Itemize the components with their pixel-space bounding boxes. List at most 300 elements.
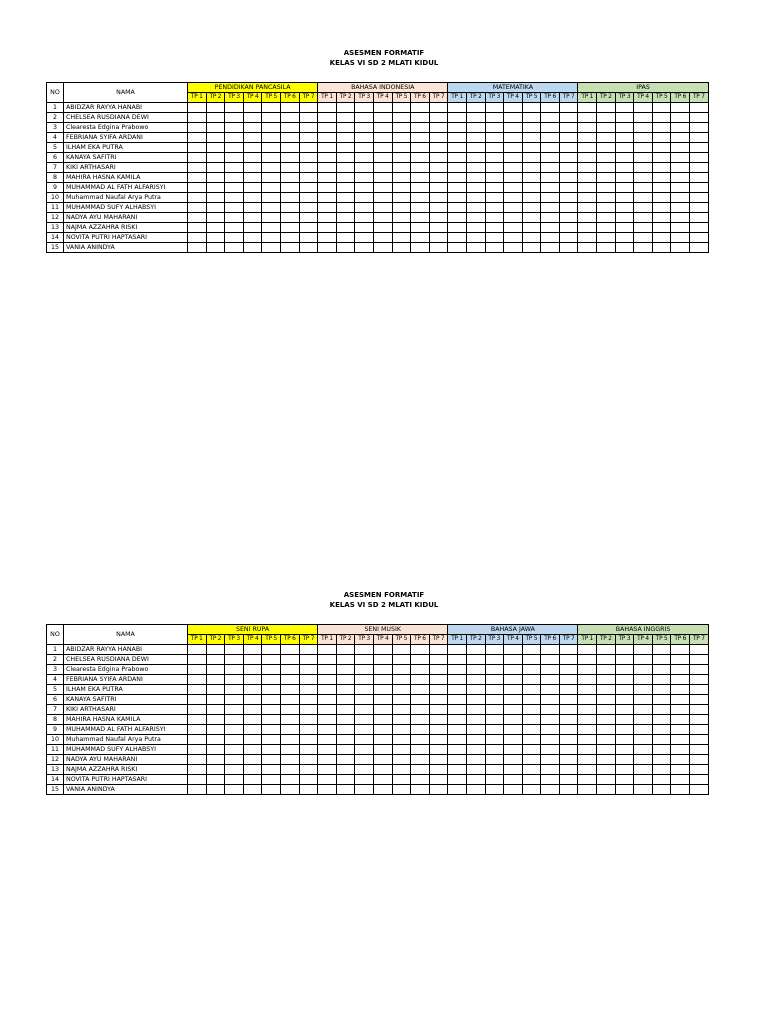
score-cell[interactable] bbox=[448, 173, 467, 183]
score-cell[interactable] bbox=[522, 695, 541, 705]
score-cell[interactable] bbox=[578, 133, 597, 143]
score-cell[interactable] bbox=[243, 203, 262, 213]
score-cell[interactable] bbox=[336, 655, 355, 665]
score-cell[interactable] bbox=[597, 153, 616, 163]
score-cell[interactable] bbox=[280, 103, 299, 113]
score-cell[interactable] bbox=[318, 705, 337, 715]
score-cell[interactable] bbox=[634, 695, 653, 705]
score-cell[interactable] bbox=[280, 143, 299, 153]
score-cell[interactable] bbox=[206, 775, 225, 785]
score-cell[interactable] bbox=[671, 755, 690, 765]
score-cell[interactable] bbox=[615, 705, 634, 715]
score-cell[interactable] bbox=[652, 223, 671, 233]
score-cell[interactable] bbox=[597, 785, 616, 795]
score-cell[interactable] bbox=[671, 765, 690, 775]
score-cell[interactable] bbox=[671, 233, 690, 243]
score-cell[interactable] bbox=[188, 183, 207, 193]
score-cell[interactable] bbox=[597, 755, 616, 765]
score-cell[interactable] bbox=[541, 233, 560, 243]
score-cell[interactable] bbox=[243, 695, 262, 705]
score-cell[interactable] bbox=[634, 665, 653, 675]
score-cell[interactable] bbox=[541, 735, 560, 745]
score-cell[interactable] bbox=[466, 223, 485, 233]
score-cell[interactable] bbox=[243, 123, 262, 133]
score-cell[interactable] bbox=[318, 785, 337, 795]
score-cell[interactable] bbox=[355, 233, 374, 243]
score-cell[interactable] bbox=[559, 785, 578, 795]
score-cell[interactable] bbox=[299, 173, 318, 183]
score-cell[interactable] bbox=[597, 143, 616, 153]
score-cell[interactable] bbox=[522, 715, 541, 725]
score-cell[interactable] bbox=[392, 143, 411, 153]
score-cell[interactable] bbox=[243, 745, 262, 755]
score-cell[interactable] bbox=[299, 213, 318, 223]
score-cell[interactable] bbox=[448, 103, 467, 113]
score-cell[interactable] bbox=[355, 705, 374, 715]
score-cell[interactable] bbox=[336, 665, 355, 675]
score-cell[interactable] bbox=[466, 665, 485, 675]
score-cell[interactable] bbox=[448, 213, 467, 223]
score-cell[interactable] bbox=[243, 103, 262, 113]
score-cell[interactable] bbox=[448, 163, 467, 173]
score-cell[interactable] bbox=[448, 143, 467, 153]
score-cell[interactable] bbox=[225, 745, 244, 755]
score-cell[interactable] bbox=[485, 765, 504, 775]
score-cell[interactable] bbox=[485, 123, 504, 133]
score-cell[interactable] bbox=[355, 695, 374, 705]
score-cell[interactable] bbox=[429, 173, 448, 183]
score-cell[interactable] bbox=[466, 123, 485, 133]
score-cell[interactable] bbox=[411, 695, 430, 705]
score-cell[interactable] bbox=[504, 705, 523, 715]
score-cell[interactable] bbox=[355, 213, 374, 223]
score-cell[interactable] bbox=[262, 715, 281, 725]
score-cell[interactable] bbox=[634, 223, 653, 233]
score-cell[interactable] bbox=[429, 163, 448, 173]
score-cell[interactable] bbox=[652, 715, 671, 725]
score-cell[interactable] bbox=[318, 113, 337, 123]
score-cell[interactable] bbox=[355, 755, 374, 765]
score-cell[interactable] bbox=[243, 765, 262, 775]
score-cell[interactable] bbox=[243, 173, 262, 183]
score-cell[interactable] bbox=[392, 113, 411, 123]
score-cell[interactable] bbox=[541, 675, 560, 685]
score-cell[interactable] bbox=[504, 695, 523, 705]
score-cell[interactable] bbox=[559, 203, 578, 213]
score-cell[interactable] bbox=[355, 765, 374, 775]
score-cell[interactable] bbox=[597, 213, 616, 223]
score-cell[interactable] bbox=[336, 243, 355, 253]
score-cell[interactable] bbox=[522, 785, 541, 795]
score-cell[interactable] bbox=[448, 755, 467, 765]
score-cell[interactable] bbox=[373, 735, 392, 745]
score-cell[interactable] bbox=[355, 675, 374, 685]
score-cell[interactable] bbox=[559, 775, 578, 785]
score-cell[interactable] bbox=[318, 243, 337, 253]
score-cell[interactable] bbox=[541, 193, 560, 203]
score-cell[interactable] bbox=[336, 735, 355, 745]
score-cell[interactable] bbox=[615, 695, 634, 705]
score-cell[interactable] bbox=[429, 113, 448, 123]
score-cell[interactable] bbox=[392, 665, 411, 675]
score-cell[interactable] bbox=[225, 755, 244, 765]
score-cell[interactable] bbox=[280, 715, 299, 725]
score-cell[interactable] bbox=[243, 675, 262, 685]
score-cell[interactable] bbox=[671, 785, 690, 795]
score-cell[interactable] bbox=[411, 725, 430, 735]
score-cell[interactable] bbox=[466, 765, 485, 775]
score-cell[interactable] bbox=[206, 183, 225, 193]
score-cell[interactable] bbox=[652, 243, 671, 253]
score-cell[interactable] bbox=[690, 223, 709, 233]
score-cell[interactable] bbox=[652, 153, 671, 163]
score-cell[interactable] bbox=[597, 173, 616, 183]
score-cell[interactable] bbox=[429, 655, 448, 665]
score-cell[interactable] bbox=[299, 775, 318, 785]
score-cell[interactable] bbox=[541, 103, 560, 113]
score-cell[interactable] bbox=[262, 173, 281, 183]
score-cell[interactable] bbox=[206, 665, 225, 675]
score-cell[interactable] bbox=[280, 705, 299, 715]
score-cell[interactable] bbox=[615, 785, 634, 795]
score-cell[interactable] bbox=[299, 675, 318, 685]
score-cell[interactable] bbox=[541, 213, 560, 223]
score-cell[interactable] bbox=[690, 775, 709, 785]
score-cell[interactable] bbox=[262, 203, 281, 213]
score-cell[interactable] bbox=[355, 223, 374, 233]
score-cell[interactable] bbox=[504, 153, 523, 163]
score-cell[interactable] bbox=[411, 193, 430, 203]
score-cell[interactable] bbox=[411, 745, 430, 755]
score-cell[interactable] bbox=[373, 765, 392, 775]
score-cell[interactable] bbox=[522, 665, 541, 675]
score-cell[interactable] bbox=[652, 655, 671, 665]
score-cell[interactable] bbox=[522, 233, 541, 243]
score-cell[interactable] bbox=[690, 715, 709, 725]
score-cell[interactable] bbox=[615, 213, 634, 223]
score-cell[interactable] bbox=[541, 183, 560, 193]
score-cell[interactable] bbox=[411, 153, 430, 163]
score-cell[interactable] bbox=[652, 785, 671, 795]
score-cell[interactable] bbox=[243, 133, 262, 143]
score-cell[interactable] bbox=[355, 203, 374, 213]
score-cell[interactable] bbox=[225, 123, 244, 133]
score-cell[interactable] bbox=[336, 213, 355, 223]
score-cell[interactable] bbox=[671, 173, 690, 183]
score-cell[interactable] bbox=[373, 113, 392, 123]
score-cell[interactable] bbox=[578, 695, 597, 705]
score-cell[interactable] bbox=[206, 123, 225, 133]
score-cell[interactable] bbox=[299, 123, 318, 133]
score-cell[interactable] bbox=[262, 775, 281, 785]
score-cell[interactable] bbox=[597, 203, 616, 213]
score-cell[interactable] bbox=[336, 233, 355, 243]
score-cell[interactable] bbox=[299, 133, 318, 143]
score-cell[interactable] bbox=[466, 113, 485, 123]
score-cell[interactable] bbox=[522, 163, 541, 173]
score-cell[interactable] bbox=[504, 745, 523, 755]
score-cell[interactable] bbox=[504, 665, 523, 675]
score-cell[interactable] bbox=[578, 655, 597, 665]
score-cell[interactable] bbox=[634, 153, 653, 163]
score-cell[interactable] bbox=[318, 223, 337, 233]
score-cell[interactable] bbox=[336, 173, 355, 183]
score-cell[interactable] bbox=[522, 725, 541, 735]
score-cell[interactable] bbox=[485, 665, 504, 675]
score-cell[interactable] bbox=[318, 775, 337, 785]
score-cell[interactable] bbox=[504, 223, 523, 233]
score-cell[interactable] bbox=[559, 103, 578, 113]
score-cell[interactable] bbox=[411, 213, 430, 223]
score-cell[interactable] bbox=[448, 243, 467, 253]
score-cell[interactable] bbox=[690, 675, 709, 685]
score-cell[interactable] bbox=[485, 163, 504, 173]
score-cell[interactable] bbox=[504, 143, 523, 153]
score-cell[interactable] bbox=[392, 755, 411, 765]
score-cell[interactable] bbox=[392, 103, 411, 113]
score-cell[interactable] bbox=[392, 695, 411, 705]
score-cell[interactable] bbox=[373, 665, 392, 675]
score-cell[interactable] bbox=[188, 163, 207, 173]
score-cell[interactable] bbox=[206, 695, 225, 705]
score-cell[interactable] bbox=[615, 193, 634, 203]
score-cell[interactable] bbox=[262, 735, 281, 745]
score-cell[interactable] bbox=[578, 705, 597, 715]
score-cell[interactable] bbox=[299, 203, 318, 213]
score-cell[interactable] bbox=[225, 173, 244, 183]
score-cell[interactable] bbox=[690, 203, 709, 213]
score-cell[interactable] bbox=[188, 655, 207, 665]
score-cell[interactable] bbox=[392, 745, 411, 755]
score-cell[interactable] bbox=[429, 665, 448, 675]
score-cell[interactable] bbox=[448, 223, 467, 233]
score-cell[interactable] bbox=[243, 655, 262, 665]
score-cell[interactable] bbox=[262, 695, 281, 705]
score-cell[interactable] bbox=[690, 745, 709, 755]
score-cell[interactable] bbox=[262, 163, 281, 173]
score-cell[interactable] bbox=[243, 755, 262, 765]
score-cell[interactable] bbox=[522, 755, 541, 765]
score-cell[interactable] bbox=[392, 765, 411, 775]
score-cell[interactable] bbox=[225, 785, 244, 795]
score-cell[interactable] bbox=[225, 163, 244, 173]
score-cell[interactable] bbox=[188, 143, 207, 153]
score-cell[interactable] bbox=[318, 213, 337, 223]
score-cell[interactable] bbox=[336, 755, 355, 765]
score-cell[interactable] bbox=[634, 233, 653, 243]
score-cell[interactable] bbox=[578, 735, 597, 745]
score-cell[interactable] bbox=[243, 223, 262, 233]
score-cell[interactable] bbox=[522, 153, 541, 163]
score-cell[interactable] bbox=[541, 655, 560, 665]
score-cell[interactable] bbox=[615, 133, 634, 143]
score-cell[interactable] bbox=[188, 665, 207, 675]
score-cell[interactable] bbox=[615, 233, 634, 243]
score-cell[interactable] bbox=[652, 675, 671, 685]
score-cell[interactable] bbox=[262, 755, 281, 765]
score-cell[interactable] bbox=[243, 785, 262, 795]
score-cell[interactable] bbox=[392, 705, 411, 715]
score-cell[interactable] bbox=[280, 665, 299, 675]
score-cell[interactable] bbox=[373, 745, 392, 755]
score-cell[interactable] bbox=[671, 725, 690, 735]
score-cell[interactable] bbox=[280, 163, 299, 173]
score-cell[interactable] bbox=[299, 665, 318, 675]
score-cell[interactable] bbox=[671, 665, 690, 675]
score-cell[interactable] bbox=[559, 223, 578, 233]
score-cell[interactable] bbox=[411, 645, 430, 655]
score-cell[interactable] bbox=[466, 233, 485, 243]
score-cell[interactable] bbox=[541, 113, 560, 123]
score-cell[interactable] bbox=[448, 765, 467, 775]
score-cell[interactable] bbox=[429, 745, 448, 755]
score-cell[interactable] bbox=[541, 243, 560, 253]
score-cell[interactable] bbox=[299, 193, 318, 203]
score-cell[interactable] bbox=[615, 183, 634, 193]
score-cell[interactable] bbox=[578, 103, 597, 113]
score-cell[interactable] bbox=[299, 655, 318, 665]
score-cell[interactable] bbox=[411, 133, 430, 143]
score-cell[interactable] bbox=[392, 645, 411, 655]
score-cell[interactable] bbox=[448, 665, 467, 675]
score-cell[interactable] bbox=[634, 725, 653, 735]
score-cell[interactable] bbox=[485, 103, 504, 113]
score-cell[interactable] bbox=[318, 233, 337, 243]
score-cell[interactable] bbox=[504, 183, 523, 193]
score-cell[interactable] bbox=[615, 173, 634, 183]
score-cell[interactable] bbox=[429, 755, 448, 765]
score-cell[interactable] bbox=[652, 133, 671, 143]
score-cell[interactable] bbox=[690, 233, 709, 243]
score-cell[interactable] bbox=[597, 765, 616, 775]
score-cell[interactable] bbox=[429, 123, 448, 133]
score-cell[interactable] bbox=[541, 685, 560, 695]
score-cell[interactable] bbox=[615, 243, 634, 253]
score-cell[interactable] bbox=[485, 715, 504, 725]
score-cell[interactable] bbox=[355, 735, 374, 745]
score-cell[interactable] bbox=[690, 113, 709, 123]
score-cell[interactable] bbox=[448, 183, 467, 193]
score-cell[interactable] bbox=[522, 203, 541, 213]
score-cell[interactable] bbox=[597, 665, 616, 675]
score-cell[interactable] bbox=[188, 233, 207, 243]
score-cell[interactable] bbox=[466, 735, 485, 745]
score-cell[interactable] bbox=[243, 113, 262, 123]
score-cell[interactable] bbox=[280, 153, 299, 163]
score-cell[interactable] bbox=[225, 665, 244, 675]
score-cell[interactable] bbox=[448, 655, 467, 665]
score-cell[interactable] bbox=[225, 183, 244, 193]
score-cell[interactable] bbox=[597, 695, 616, 705]
score-cell[interactable] bbox=[541, 223, 560, 233]
score-cell[interactable] bbox=[522, 133, 541, 143]
score-cell[interactable] bbox=[392, 153, 411, 163]
score-cell[interactable] bbox=[466, 153, 485, 163]
score-cell[interactable] bbox=[262, 113, 281, 123]
score-cell[interactable] bbox=[690, 103, 709, 113]
score-cell[interactable] bbox=[373, 213, 392, 223]
score-cell[interactable] bbox=[225, 213, 244, 223]
score-cell[interactable] bbox=[336, 775, 355, 785]
score-cell[interactable] bbox=[280, 755, 299, 765]
score-cell[interactable] bbox=[578, 193, 597, 203]
score-cell[interactable] bbox=[373, 163, 392, 173]
score-cell[interactable] bbox=[559, 715, 578, 725]
score-cell[interactable] bbox=[336, 705, 355, 715]
score-cell[interactable] bbox=[318, 203, 337, 213]
score-cell[interactable] bbox=[262, 645, 281, 655]
score-cell[interactable] bbox=[188, 173, 207, 183]
score-cell[interactable] bbox=[466, 675, 485, 685]
score-cell[interactable] bbox=[280, 745, 299, 755]
score-cell[interactable] bbox=[336, 765, 355, 775]
score-cell[interactable] bbox=[578, 203, 597, 213]
score-cell[interactable] bbox=[206, 735, 225, 745]
score-cell[interactable] bbox=[652, 173, 671, 183]
score-cell[interactable] bbox=[411, 223, 430, 233]
score-cell[interactable] bbox=[690, 655, 709, 665]
score-cell[interactable] bbox=[206, 655, 225, 665]
score-cell[interactable] bbox=[634, 243, 653, 253]
score-cell[interactable] bbox=[429, 695, 448, 705]
score-cell[interactable] bbox=[262, 725, 281, 735]
score-cell[interactable] bbox=[504, 645, 523, 655]
score-cell[interactable] bbox=[671, 243, 690, 253]
score-cell[interactable] bbox=[485, 775, 504, 785]
score-cell[interactable] bbox=[429, 153, 448, 163]
score-cell[interactable] bbox=[299, 143, 318, 153]
score-cell[interactable] bbox=[429, 685, 448, 695]
score-cell[interactable] bbox=[243, 233, 262, 243]
score-cell[interactable] bbox=[485, 223, 504, 233]
score-cell[interactable] bbox=[578, 785, 597, 795]
score-cell[interactable] bbox=[280, 233, 299, 243]
score-cell[interactable] bbox=[541, 665, 560, 675]
score-cell[interactable] bbox=[448, 685, 467, 695]
score-cell[interactable] bbox=[485, 745, 504, 755]
score-cell[interactable] bbox=[318, 755, 337, 765]
score-cell[interactable] bbox=[448, 705, 467, 715]
score-cell[interactable] bbox=[522, 705, 541, 715]
score-cell[interactable] bbox=[597, 123, 616, 133]
score-cell[interactable] bbox=[206, 645, 225, 655]
score-cell[interactable] bbox=[411, 665, 430, 675]
score-cell[interactable] bbox=[504, 113, 523, 123]
score-cell[interactable] bbox=[634, 745, 653, 755]
score-cell[interactable] bbox=[373, 103, 392, 113]
score-cell[interactable] bbox=[634, 203, 653, 213]
score-cell[interactable] bbox=[559, 183, 578, 193]
score-cell[interactable] bbox=[690, 735, 709, 745]
score-cell[interactable] bbox=[597, 243, 616, 253]
score-cell[interactable] bbox=[578, 675, 597, 685]
score-cell[interactable] bbox=[411, 163, 430, 173]
score-cell[interactable] bbox=[411, 735, 430, 745]
score-cell[interactable] bbox=[559, 113, 578, 123]
score-cell[interactable] bbox=[373, 233, 392, 243]
score-cell[interactable] bbox=[597, 705, 616, 715]
score-cell[interactable] bbox=[671, 113, 690, 123]
score-cell[interactable] bbox=[541, 153, 560, 163]
score-cell[interactable] bbox=[299, 113, 318, 123]
score-cell[interactable] bbox=[559, 163, 578, 173]
score-cell[interactable] bbox=[522, 775, 541, 785]
score-cell[interactable] bbox=[280, 695, 299, 705]
score-cell[interactable] bbox=[448, 745, 467, 755]
score-cell[interactable] bbox=[206, 133, 225, 143]
score-cell[interactable] bbox=[615, 745, 634, 755]
score-cell[interactable] bbox=[336, 645, 355, 655]
